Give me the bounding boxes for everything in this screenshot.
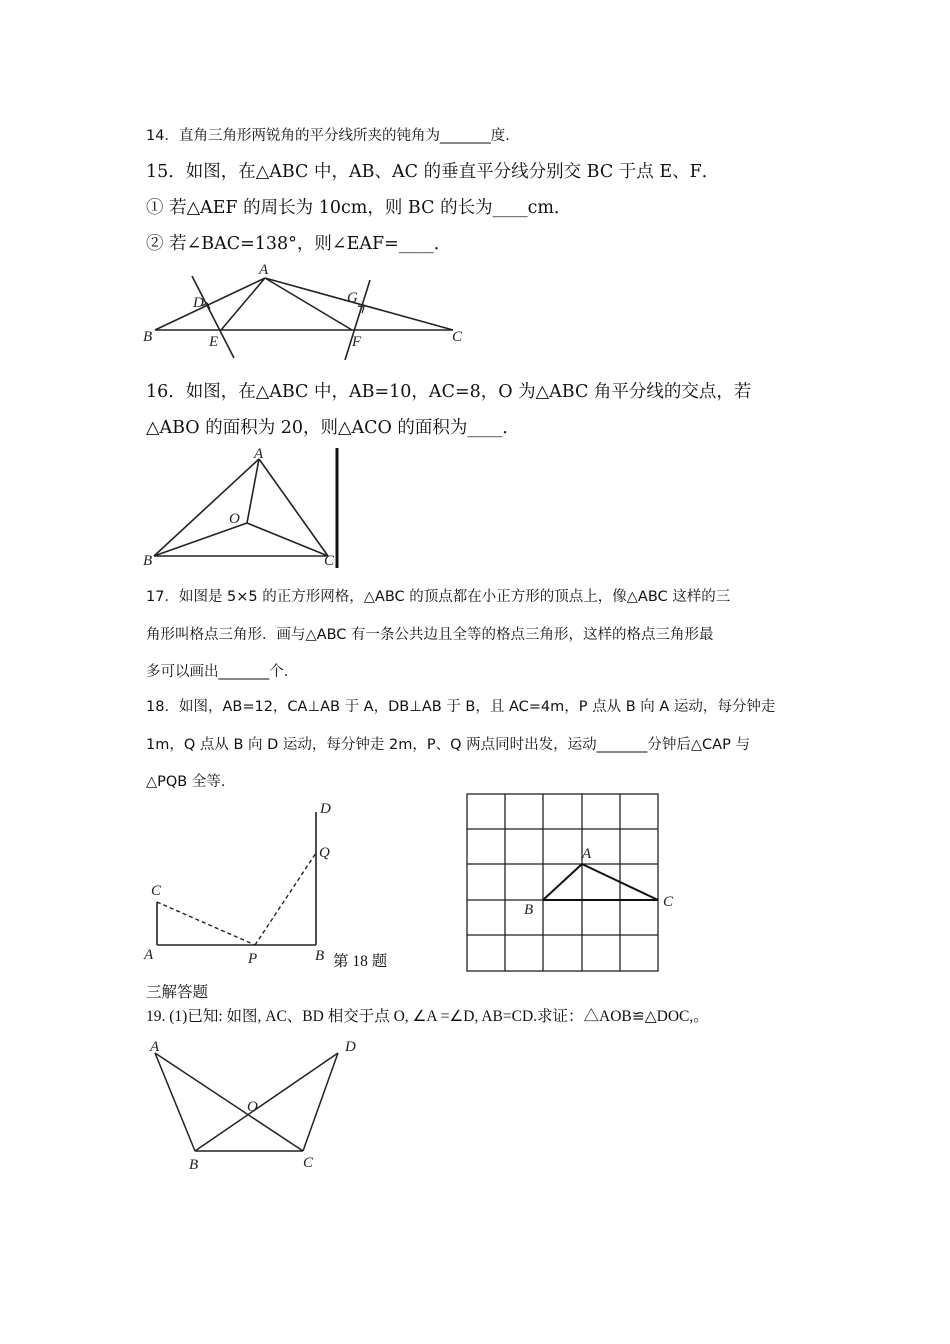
question-15-part1: ① 若△AEF 的周长为 10cm，则 BC 的长为____cm．: [146, 198, 572, 218]
q17-label-B: B: [524, 902, 534, 918]
q18-label-B: B: [315, 948, 325, 964]
question-15-stem: 15．如图，在△ABC 中，AB、AC 的垂直平分线分别交 BC 于点 E、F．: [146, 162, 720, 182]
q15-label-F: F: [352, 334, 362, 350]
q18-label-C: C: [151, 883, 162, 899]
q15-label-E: E: [209, 334, 219, 350]
q18-label-A: A: [144, 947, 154, 963]
q16-label-O: O: [229, 511, 240, 527]
section-3-heading: 三解答题: [146, 984, 209, 1001]
question-19: 19. (1)已知: 如图, AC、BD 相交于点 O, ∠A =∠D, AB=CD.求证：△AOB≌△DOC,。: [146, 1008, 709, 1025]
question-14: 14．直角三角形两锐角的平分线所夹的钝角为_______度．: [146, 128, 520, 144]
q15-label-G: G: [347, 290, 358, 306]
figure-q15: [140, 262, 480, 362]
q19-label-A: A: [150, 1039, 160, 1055]
question-17-line2: 角形叫格点三角形．画与△ABC 有一条公共边且全等的格点三角形，这样的格点三角形最: [146, 627, 714, 643]
figure-q18: [140, 796, 340, 968]
question-17-line1: 17．如图是 5×5 的正方形网格，△ABC 的顶点都在小正方形的顶点上，像△ABC 这样的三: [146, 589, 731, 605]
question-18-line3: △PQB 全等．: [146, 774, 236, 790]
figure-q17-grid: [458, 787, 688, 977]
q18-label-D: D: [320, 801, 331, 817]
q17-label-A: A: [582, 846, 592, 862]
question-16-line2: △ABO 的面积为 20，则△ACO 的面积为____．: [146, 418, 520, 438]
q15-label-B: B: [143, 329, 153, 345]
q15-label-C: C: [452, 329, 463, 345]
q15-label-D: D: [193, 295, 204, 311]
question-18-line1: 18．如图，AB=12，CA⊥AB 于 A，DB⊥AB 于 B，且 AC=4m，P 点从 B 向 A 运动，每分钟走: [146, 699, 776, 715]
q16-label-C: C: [324, 553, 335, 569]
q19-label-C: C: [303, 1155, 314, 1171]
q15-label-A: A: [259, 262, 269, 278]
question-16-line1: 16．如图，在△ABC 中，AB=10，AC=8，O 为△ABC 角平分线的交点，若: [146, 382, 752, 402]
q16-label-B: B: [143, 553, 153, 569]
q19-label-B: B: [189, 1157, 199, 1173]
q17-label-C: C: [663, 894, 674, 910]
q19-label-O: O: [247, 1099, 258, 1115]
figure-q18-caption: 第 18 题: [333, 953, 388, 970]
q16-label-A: A: [254, 446, 264, 462]
q19-label-D: D: [345, 1039, 356, 1055]
figure-q16: [140, 444, 360, 570]
question-17-line3: 多可以画出_______个．: [146, 664, 299, 680]
q18-label-Q: Q: [319, 845, 330, 861]
q18-label-P: P: [248, 951, 258, 967]
figure-q19: [140, 1036, 380, 1176]
question-18-line2: 1m，Q 点从 B 向 D 运动，每分钟走 2m，P、Q 两点同时出发，运动_______分钟后△CAP 与: [146, 737, 750, 753]
question-15-part2: ② 若∠BAC=138°，则∠EAF=____．: [146, 234, 452, 254]
